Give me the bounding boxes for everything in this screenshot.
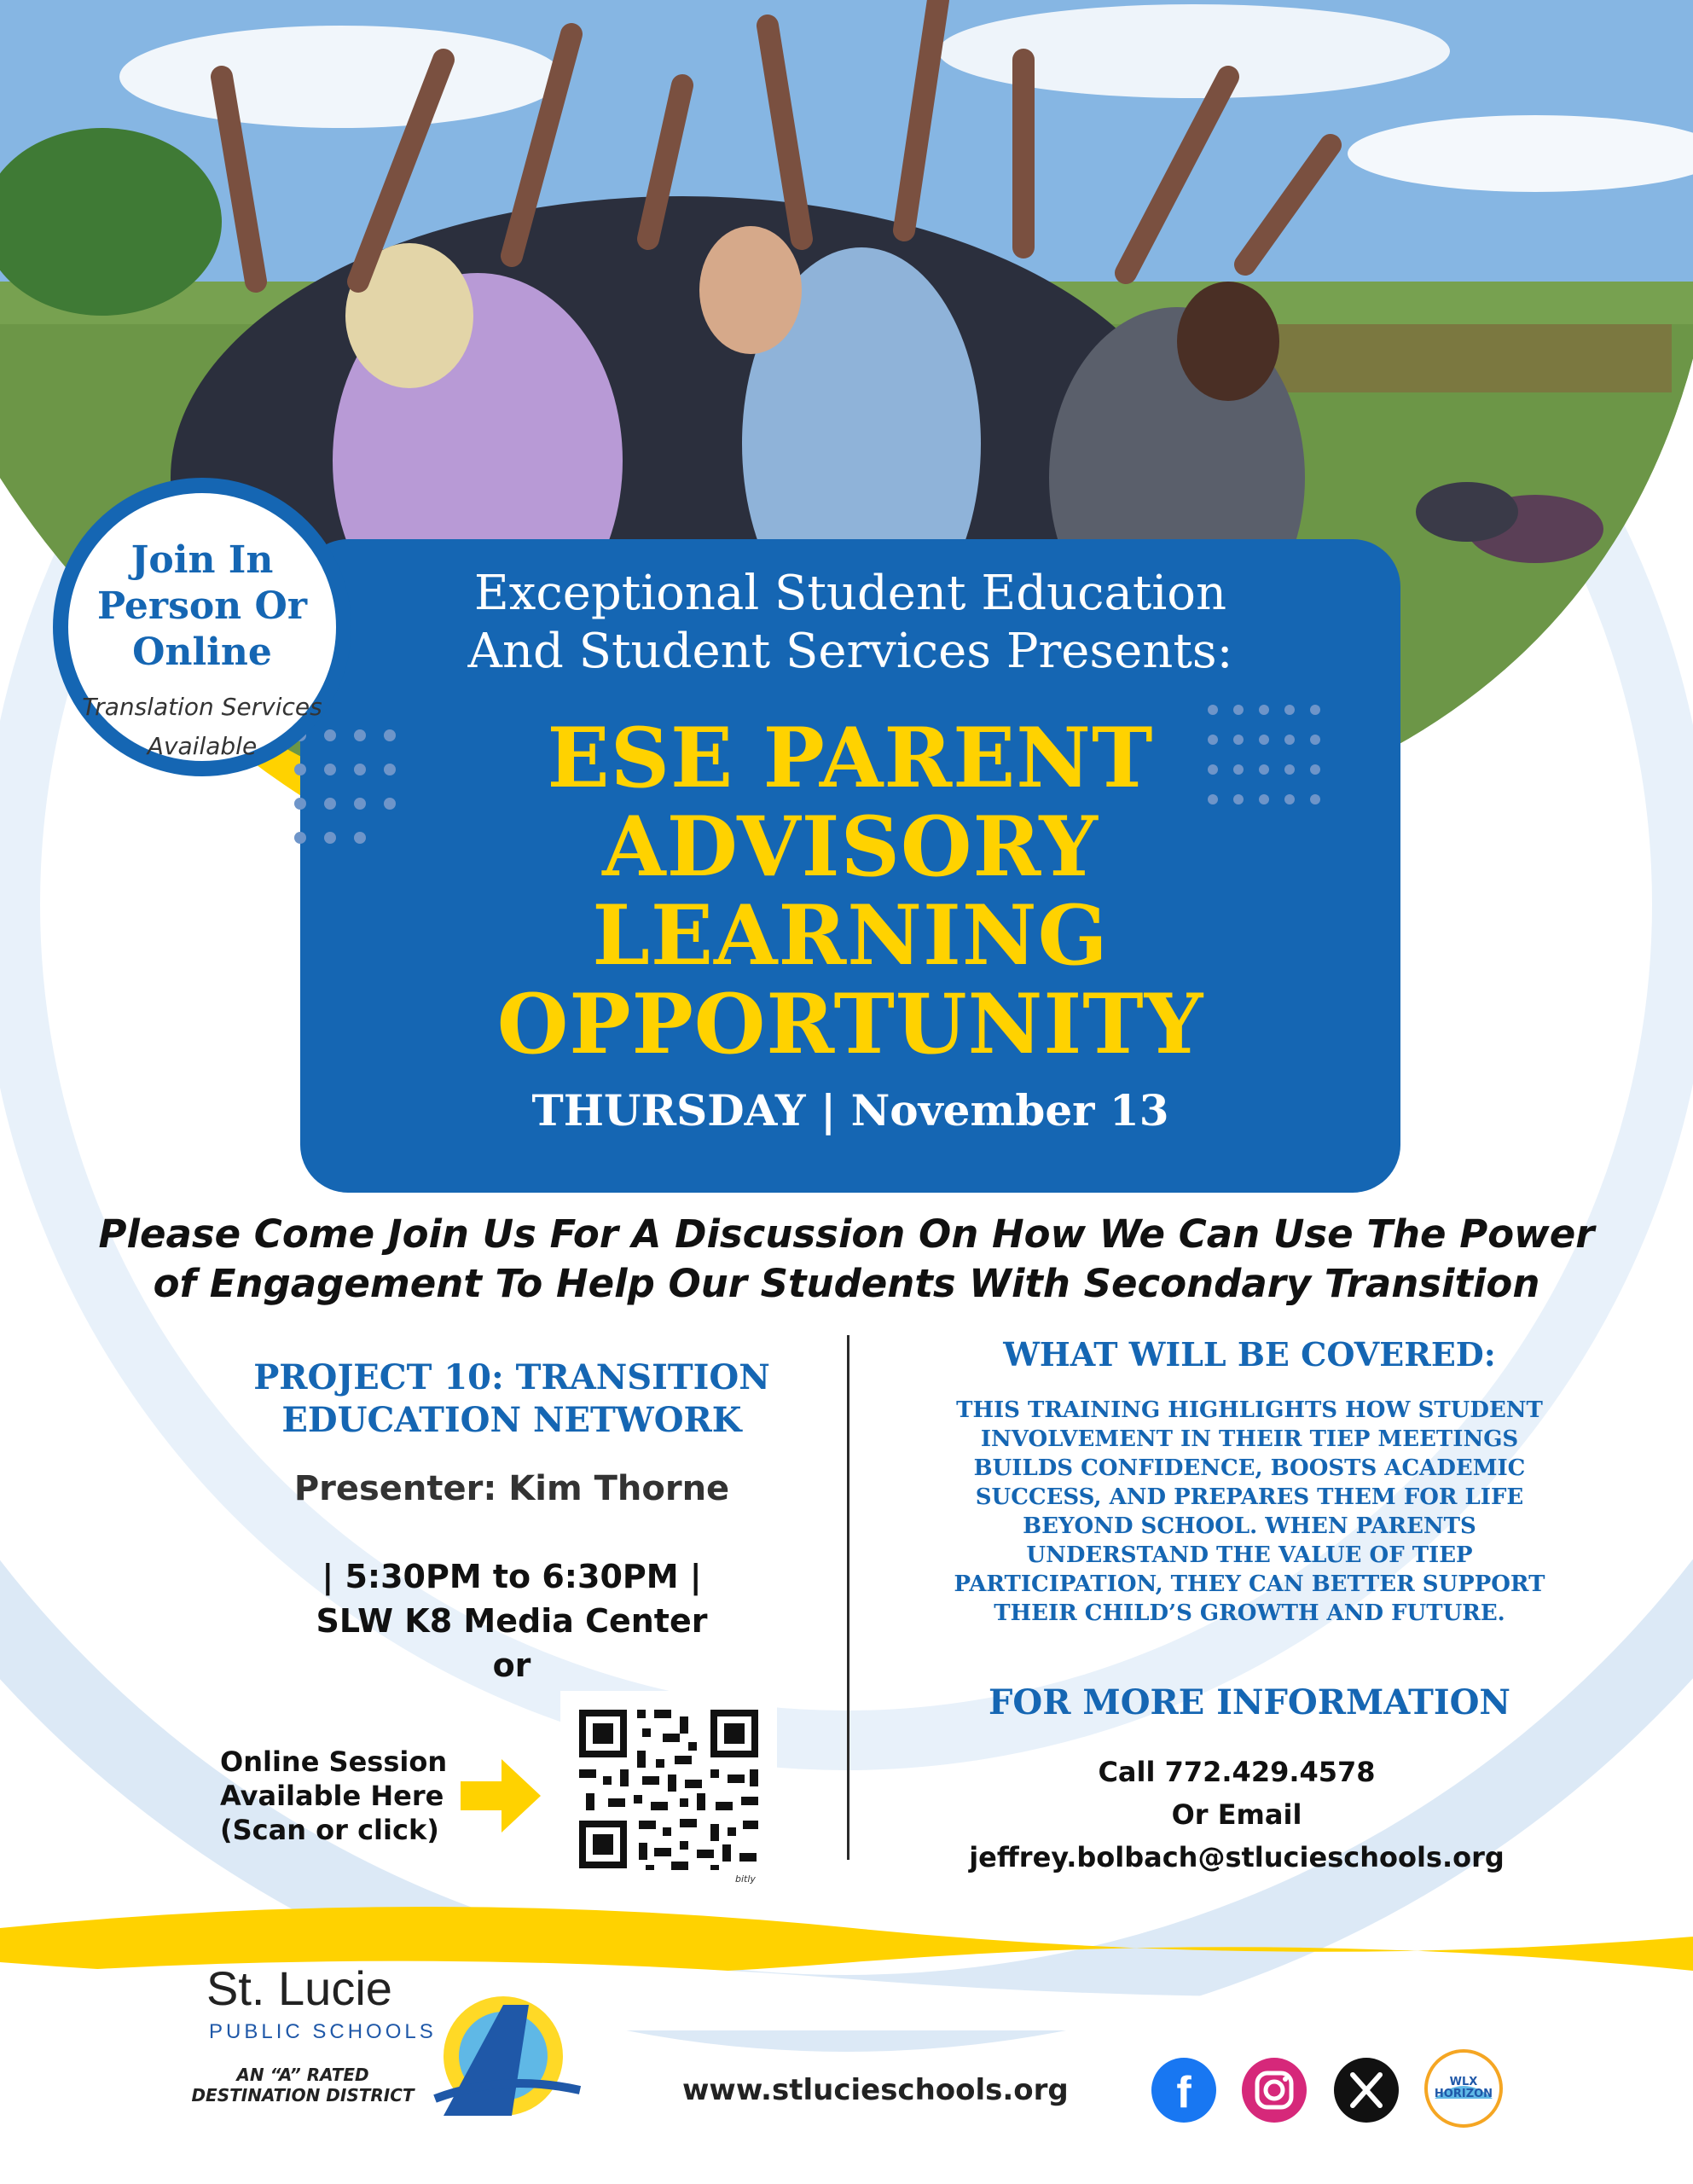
district-name: St. Lucie — [206, 1961, 392, 2015]
covered-line: SUCCESS, AND PREPARES THEM FOR LIFE — [975, 1484, 1524, 1510]
contact-or-email: Or Email — [1171, 1798, 1302, 1831]
covered-line: PARTICIPATION, THEY CAN BETTER SUPPORT — [954, 1571, 1545, 1597]
event-title-line: ESE PARENT — [547, 710, 1154, 806]
join-badge-line: Join In — [130, 538, 274, 582]
presenter-heading-line: Exceptional Student Education — [473, 566, 1227, 621]
presenter-heading-line: And Student Services Presents: — [467, 624, 1233, 679]
wlx-horizon-logo — [1423, 2048, 1505, 2129]
svg-text:f: f — [1176, 2068, 1191, 2117]
covered-line: THIS TRAINING HIGHLIGHTS HOW STUDENT — [956, 1397, 1543, 1423]
more-info-heading: FOR MORE INFORMATION — [989, 1682, 1510, 1722]
join-badge — [53, 478, 351, 776]
join-badge-line: Online — [132, 630, 272, 674]
event-date: THURSDAY | November 13 — [531, 1085, 1169, 1136]
facebook-icon[interactable] — [1150, 2056, 1218, 2124]
event-title-line: LEARNING — [592, 887, 1109, 984]
covered-line: BUILDS CONFIDENCE, BOOSTS ACADEMIC — [973, 1455, 1526, 1481]
online-session-qr-link[interactable] — [560, 1691, 777, 1887]
covered-description — [861, 1396, 1638, 1628]
instagram-icon[interactable] — [1240, 2056, 1308, 2124]
title-card — [300, 539, 1400, 1193]
online-session-line: Online Session — [220, 1745, 448, 1778]
project-title-line: PROJECT 10: TRANSITION — [253, 1357, 770, 1397]
tagline — [51, 1210, 1642, 1309]
tagline-line: of Engagement To Help Our Students With Secondary Transition — [153, 1261, 1540, 1306]
qr-caption: bitly — [735, 1873, 756, 1885]
contact-info — [896, 1751, 1578, 1879]
time-and-location — [205, 1554, 819, 1687]
covered-line: INVOLVEMENT IN THEIR TIEP MEETINGS — [980, 1426, 1519, 1452]
translation-note-line: Available — [147, 732, 258, 760]
join-badge-title — [68, 537, 336, 676]
presenter-heading — [300, 565, 1400, 681]
translation-note — [68, 688, 336, 766]
online-session-line: Available Here — [220, 1780, 444, 1812]
covered-line: THEIR CHILD’S GROWTH AND FUTURE. — [994, 1600, 1505, 1626]
website-link[interactable]: www.stlucieschools.org — [682, 2073, 1069, 2107]
contact-phone: Call 772.429.4578 — [1098, 1756, 1376, 1788]
presenter-name: Presenter: Kim Thorne — [293, 1469, 730, 1508]
event-title — [300, 710, 1400, 1072]
district-tagline — [175, 2065, 431, 2106]
project-title — [205, 1356, 819, 1442]
column-divider — [847, 1335, 849, 1860]
district-tagline-line: AN “A” RATED — [236, 2065, 369, 2085]
event-time: | 5:30PM to 6:30PM | — [322, 1558, 702, 1595]
event-title-line: OPPORTUNITY — [496, 976, 1204, 1072]
join-badge-line: Person Or — [96, 584, 308, 628]
translation-note-line: Translation Services — [82, 693, 322, 721]
covered-heading: WHAT WILL BE COVERED: — [1003, 1335, 1496, 1374]
tagline-line: Please Come Join Us For A Discussion On How We Can Use The Power — [98, 1211, 1595, 1257]
online-session-line: (Scan or click) — [220, 1814, 439, 1846]
event-title-line: ADVISORY — [602, 799, 1099, 895]
covered-line: UNDERSTAND THE VALUE OF TIEP — [1026, 1542, 1473, 1568]
qr-code-icon — [560, 1691, 777, 1887]
online-session-label — [220, 1745, 459, 1847]
district-tagline-line: DESTINATION DISTRICT — [191, 2085, 415, 2106]
event-location: SLW K8 Media Center — [316, 1602, 708, 1640]
district-subtitle: PUBLIC SCHOOLS — [209, 2020, 437, 2043]
covered-line: BEYOND SCHOOL. WHEN PARENTS — [1023, 1513, 1476, 1539]
x-twitter-icon[interactable] — [1332, 2056, 1400, 2124]
district-logo-icon — [418, 1988, 588, 2141]
horizon-label: WLX HORIZON — [1434, 2076, 1493, 2100]
contact-email-link[interactable]: jeffrey.bolbach@stlucieschools.org — [969, 1841, 1505, 1873]
arrow-right-icon — [452, 1749, 546, 1843]
project-title-line: EDUCATION NETWORK — [281, 1400, 742, 1440]
or-label: or — [492, 1647, 531, 1684]
